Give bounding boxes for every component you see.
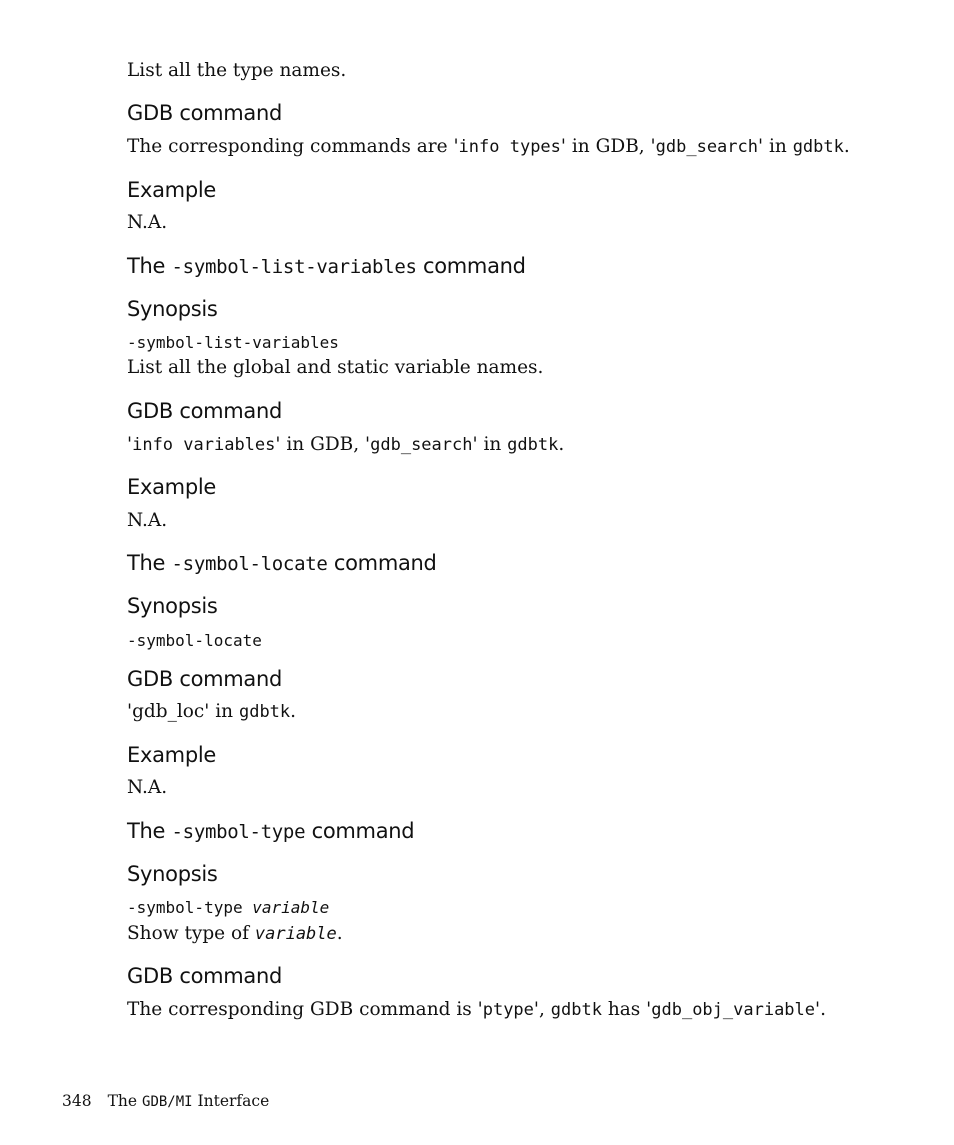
section-title-symbol-locate: The -symbol-locate command (127, 551, 437, 575)
gdb-command-heading: GDB command (127, 399, 283, 423)
code-gdbtk: gdbtk (550, 1000, 602, 1020)
gdb-command-text: The corresponding GDB command is 'ptype', gdbtk has 'gdb_obj_variable'. (127, 999, 826, 1020)
gdb-command-heading: GDB command (127, 101, 283, 125)
synopsis-code: -symbol-list-variables (127, 333, 339, 352)
code-gdb-search: gdb_search (370, 435, 473, 455)
code-gdb-search: gdb_search (655, 137, 758, 157)
code-gdb-obj-variable: gdb_obj_variable (651, 1000, 816, 1020)
gdb-command-text: The corresponding commands are 'info types' in GDB, 'gdb_search' in gdbtk. (127, 136, 850, 157)
intro-text: List all the type names. (127, 60, 347, 81)
example-heading: Example (127, 743, 217, 767)
example-text: N.A. (127, 212, 168, 233)
code-info-types: info types (458, 137, 561, 157)
footer-code: GDB/MI (142, 1094, 193, 1110)
code-gdbtk: gdbtk (238, 702, 291, 722)
page-number: 348 (62, 1092, 92, 1110)
code-gdbtk: gdbtk (507, 435, 559, 455)
synopsis-code: -symbol-type variable (127, 898, 330, 917)
synopsis-heading: Synopsis (127, 594, 218, 618)
code-ptype: ptype (482, 1000, 534, 1020)
section-title-symbol-type: The -symbol-type command (127, 819, 415, 843)
description-text: Show type of variable. (127, 923, 343, 944)
synopsis-heading: Synopsis (127, 297, 218, 321)
code-info-variables: info variables (132, 435, 276, 455)
example-heading: Example (127, 178, 217, 202)
page-footer: 348 The GDB/MI Interface (62, 1092, 270, 1110)
section-title-symbol-list-variables: The -symbol-list-variables command (127, 254, 526, 278)
gdb-command-heading: GDB command (127, 667, 283, 691)
example-heading: Example (127, 475, 217, 499)
example-text: N.A. (127, 510, 168, 531)
example-text: N.A. (127, 777, 168, 798)
desc-arg: variable (254, 924, 337, 944)
synopsis-code: -symbol-locate (127, 631, 262, 650)
gdb-command-heading: GDB command (127, 964, 283, 988)
gdb-command-text: 'info variables' in GDB, 'gdb_search' in gdbtk. (127, 434, 565, 455)
synopsis-heading: Synopsis (127, 862, 218, 886)
code-gdbtk: gdbtk (792, 137, 844, 157)
synopsis-arg: variable (252, 898, 330, 917)
description-text: List all the global and static variable names. (127, 357, 544, 378)
gdb-command-text: 'gdb_loc' in gdbtk. (127, 701, 297, 722)
